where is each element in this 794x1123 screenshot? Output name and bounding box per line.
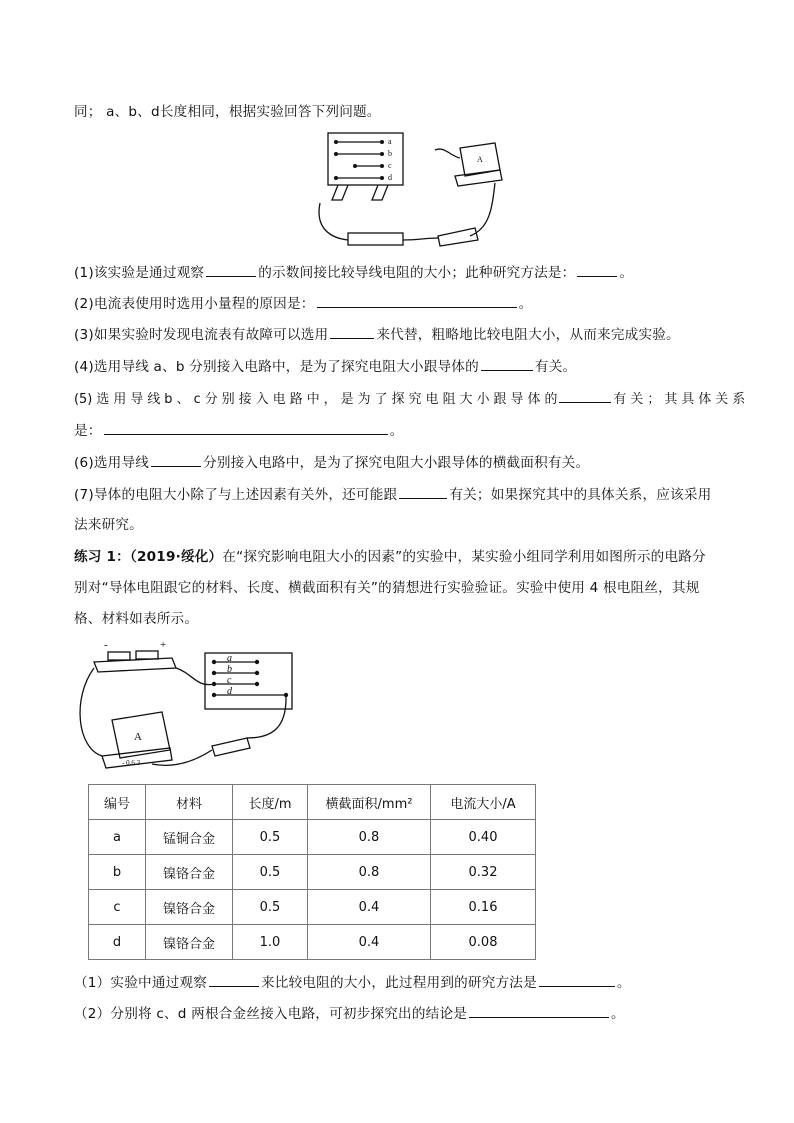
question-6: [74, 452, 589, 473]
label-a: a: [227, 653, 232, 664]
q5-blank-1[interactable]: [559, 388, 611, 403]
cell-length: 0.5: [233, 820, 308, 855]
question-1: [74, 262, 633, 283]
q6-text-2: 分别接入电路中，是为了探究电阻大小跟导体的横截面积有关。: [203, 455, 590, 471]
question-3: [74, 324, 680, 345]
cell-length: 1.0: [233, 925, 308, 960]
cell-material: 锰铜合金: [146, 820, 233, 855]
ex-q1-text-2: 来比较电阻的大小，此过程用到的研究方法是: [261, 975, 537, 991]
table-header-row: [89, 785, 536, 820]
header-length: 长度/m: [233, 785, 308, 820]
ex-q1-text-3: 。: [616, 975, 631, 991]
exercise-1-text-1: 在“探究影响电阻大小的因素”的实验中，某实验小组同学利用如图所示的电路分: [222, 549, 706, 565]
q3-text-1: (3)如果实验时发现电流表有故障可以选用: [74, 327, 329, 343]
cell-current: 0.40: [431, 820, 536, 855]
cell-area: 0.8: [308, 855, 431, 890]
header-id: 编号: [89, 785, 146, 820]
cell-length: 0.5: [233, 890, 308, 925]
cell-id: c: [89, 890, 146, 925]
q3-blank[interactable]: [330, 324, 374, 339]
label-c: c: [388, 161, 392, 170]
ex-q2-blank[interactable]: [469, 1003, 609, 1018]
q7-text-2: 有关；如果探究其中的具体关系，应该采用: [449, 487, 712, 503]
exercise-question-1: [74, 972, 631, 993]
header-current: 电流大小/A: [431, 785, 536, 820]
q5-text-1: (5) 选 用 导 线 b 、 c 分 别 接 入 电 路 中 ， 是 为 了 探 究 电 阻 大 小 跟 导 体 的: [74, 392, 558, 407]
exercise-1-label: 练习 1：（2019·绥化）: [74, 549, 223, 565]
circuit-figure-2: [72, 638, 302, 778]
q5-text-4: 。: [389, 423, 404, 439]
q1-blank-2[interactable]: [577, 262, 617, 277]
cell-current: 0.08: [431, 925, 536, 960]
label-d: d: [227, 686, 232, 697]
question-7-line-2: 法来研究。: [74, 517, 143, 533]
q2-text-2: 。: [518, 296, 533, 312]
cell-length: 0.5: [233, 855, 308, 890]
exercise-question-2: [74, 1003, 625, 1024]
meter-label: A: [477, 155, 483, 164]
q6-text-1: (6)选用导线: [74, 455, 150, 471]
q4-text-2: 有关。: [534, 359, 577, 375]
q5-text-3: 是：: [74, 423, 102, 439]
cell-current: 0.16: [431, 890, 536, 925]
meter-label: A: [134, 731, 142, 743]
ex-q2-text-1: （2）分别将 c、d 两根合金丝接入电路，可初步探究出的结论是: [74, 1006, 468, 1022]
minus-sign: -: [104, 639, 108, 651]
exercise-1-line-1: [74, 547, 706, 567]
plus-sign: +: [160, 639, 167, 651]
cell-id: d: [89, 925, 146, 960]
cell-current: 0.32: [431, 855, 536, 890]
ex-q1-blank-2[interactable]: [539, 972, 615, 987]
q7-blank[interactable]: [399, 484, 447, 499]
question-2: [74, 293, 532, 314]
cell-material: 镍铬合金: [146, 855, 233, 890]
cell-id: b: [89, 855, 146, 890]
question-5-line-1: [74, 388, 745, 410]
label-a: a: [388, 137, 392, 146]
table-row: [89, 925, 536, 960]
q5-blank-2[interactable]: [104, 420, 388, 435]
exercise-1-line-3: 格、材料如表所示。: [74, 611, 199, 627]
q2-text-1: (2)电流表使用时选用小量程的原因是：: [74, 296, 315, 312]
q1-text-2: 的示数间接比较导线电阻的大小；此种研究方法是：: [258, 265, 576, 281]
battery: [348, 233, 403, 245]
cell-id: a: [89, 820, 146, 855]
cell-material: 镍铬合金: [146, 925, 233, 960]
ex-q1-blank-1[interactable]: [209, 972, 259, 987]
question-4: [74, 356, 576, 377]
meter-scale: - 0.6 3: [122, 759, 141, 767]
label-d: d: [388, 173, 392, 182]
intro-line: 同； a、b、d长度相同，根据实验回答下列问题。: [74, 104, 381, 120]
table-row: [89, 855, 536, 890]
ex-q1-text-1: （1）实验中通过观察: [74, 975, 207, 991]
header-material: 材料: [146, 785, 233, 820]
table-row: [89, 820, 536, 855]
switch: [212, 738, 250, 756]
cell-area: 0.4: [308, 925, 431, 960]
q4-blank[interactable]: [481, 356, 533, 371]
exercise-1-line-2: 别对“导体电阻跟它的材料、长度、横截面积有关”的猜想进行实验验证。实验中使用 4 根电阻丝，其规: [74, 580, 700, 596]
cell-area: 0.8: [308, 820, 431, 855]
label-c: c: [227, 675, 232, 686]
label-b: b: [388, 149, 392, 158]
header-area: 横截面积/mm²: [308, 785, 431, 820]
question-7-line-1: [74, 484, 711, 505]
q1-text-3: 。: [619, 265, 634, 281]
table-row: [89, 890, 536, 925]
q1-blank-1[interactable]: [206, 262, 256, 277]
battery-box: [94, 658, 176, 672]
label-b: b: [227, 664, 232, 675]
question-5-line-2: [74, 420, 403, 441]
cell-area: 0.4: [308, 890, 431, 925]
circuit-figure-1: [310, 128, 510, 253]
ex-q2-text-2: 。: [611, 1006, 625, 1022]
resistance-wire-table: [88, 784, 536, 960]
q1-text-1: (1)该实验是通过观察: [74, 265, 205, 281]
switch: [438, 228, 478, 246]
q7-text-1: (7)导体的电阻大小除了与上述因素有关外，还可能跟: [74, 487, 398, 503]
q5-text-2: 有 关 ； 其 具 体 关 系: [613, 392, 746, 407]
q3-text-2: 来代替，粗略地比较电阻大小，从而来完成实验。: [376, 327, 680, 343]
cell-material: 镍铬合金: [146, 890, 233, 925]
q6-blank[interactable]: [151, 452, 201, 467]
q2-blank[interactable]: [317, 293, 517, 308]
q4-text-1: (4)选用导线 a、b 分别接入电路中，是为了探究电阻大小跟导体的: [74, 359, 479, 375]
